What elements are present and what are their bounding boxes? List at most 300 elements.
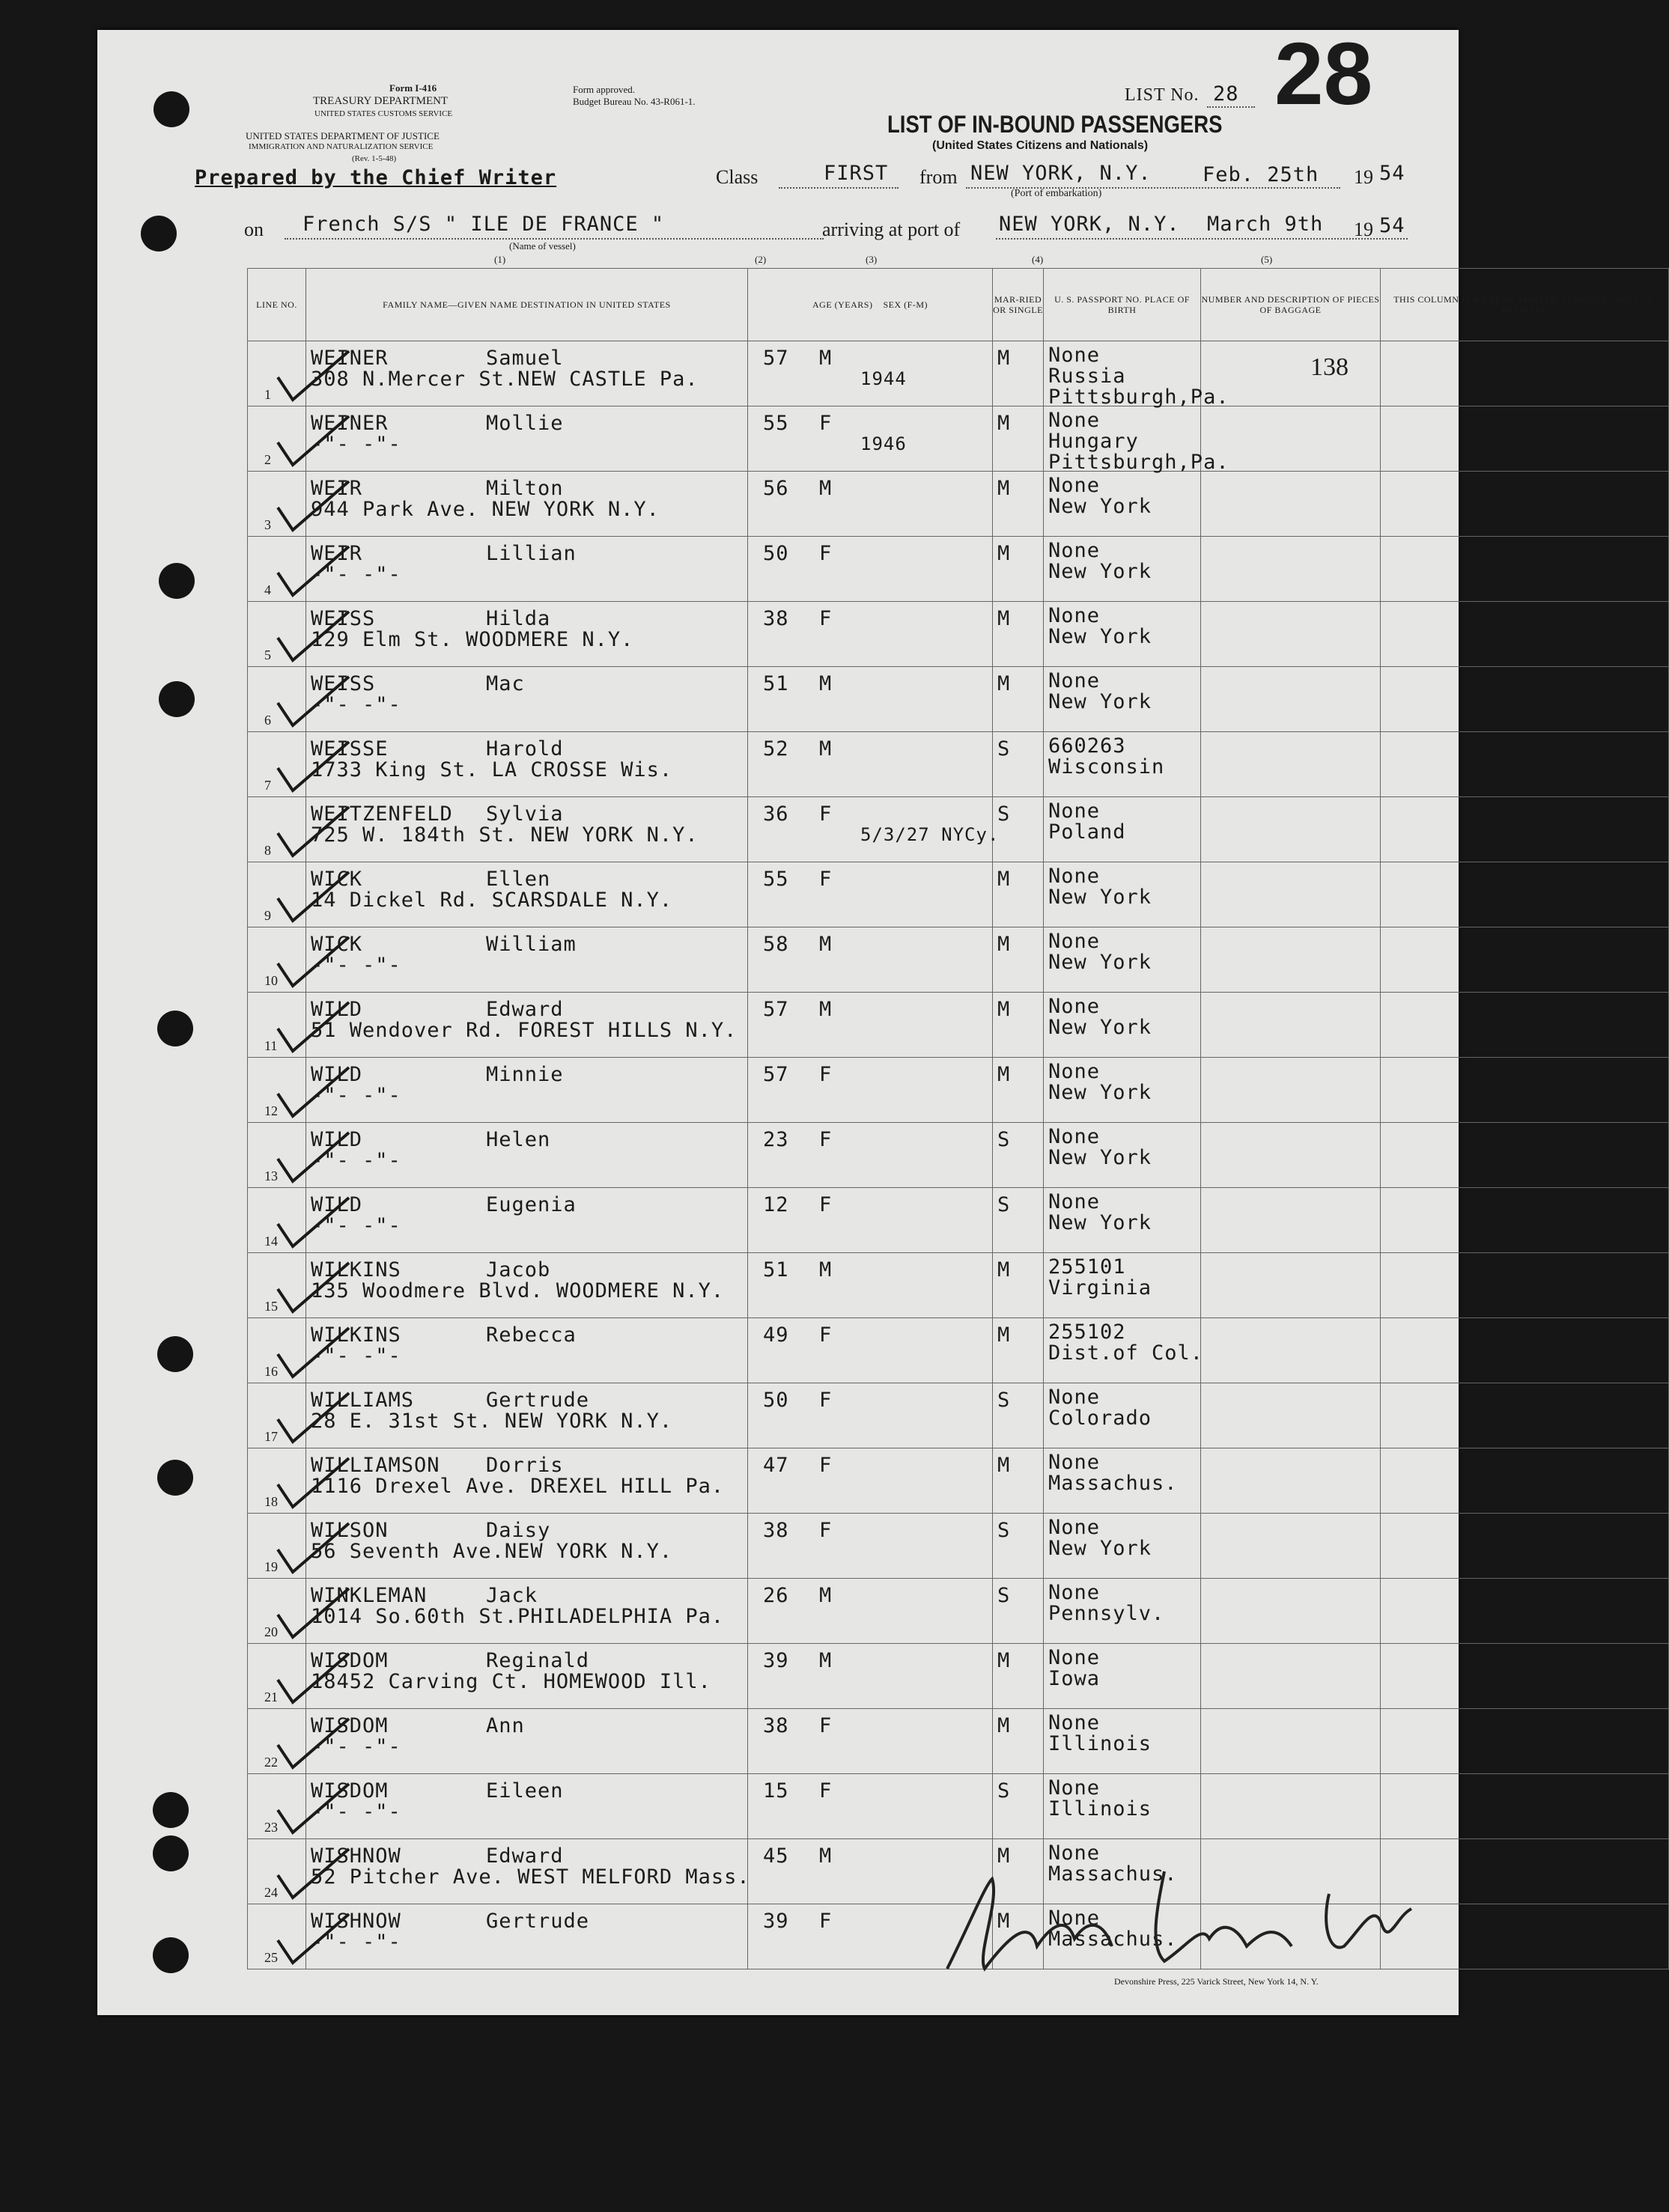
cell-officers [1381, 1709, 1669, 1774]
cell-baggage [1201, 1058, 1381, 1123]
vessel-name: French S/S " ILE DE FRANCE " [303, 213, 665, 236]
cell-passport [1044, 1644, 1201, 1709]
passenger-table [247, 268, 1669, 1969]
table-row [248, 1188, 1669, 1253]
cell-line [248, 1644, 306, 1709]
sex: F [819, 607, 833, 630]
cell-baggage [1201, 1383, 1381, 1448]
passport-number: 660263 [1048, 734, 1126, 758]
cell-name [306, 537, 748, 602]
class-rule [779, 187, 899, 189]
cell-passport [1044, 1448, 1201, 1514]
destination: 51 Wendover Rd. FOREST HILLS N.Y. [311, 1019, 738, 1042]
given-name: Edward [486, 998, 564, 1021]
passport-number: None [1048, 995, 1101, 1018]
marital-status: M [997, 477, 1011, 500]
embarkation-date: Feb. 25th [1203, 163, 1319, 186]
sex: M [819, 1258, 833, 1282]
embarkation-year: 54 [1379, 162, 1405, 185]
embarkation-year-prefix: 19 [1354, 166, 1373, 188]
age: 50 [763, 1389, 789, 1412]
family-name: WINKLEMAN [311, 1584, 428, 1607]
given-name: Gertrude [486, 1389, 590, 1412]
age: 51 [763, 672, 789, 695]
cell-passport [1044, 1318, 1204, 1383]
marital-status: M [997, 1910, 1011, 1933]
cell-baggage [1201, 862, 1381, 927]
family-name: WISDOM [311, 1779, 389, 1803]
passport-number: None [1048, 344, 1101, 367]
cell-name [306, 1058, 748, 1123]
cell-line [248, 667, 306, 732]
family-name: WEINER [311, 412, 389, 435]
naturalization-note: 1946 [860, 433, 907, 454]
cell-passport [1044, 667, 1201, 732]
birthplace: New York [1048, 560, 1152, 583]
sex: F [819, 1193, 833, 1216]
cell-passport [1044, 341, 1229, 409]
cell-name [306, 862, 748, 927]
marital-status: M [997, 1258, 1011, 1282]
line-number: 21 [264, 1690, 278, 1704]
family-name: WEISSE [311, 737, 389, 761]
given-name: Hilda [486, 607, 551, 630]
age: 57 [763, 998, 789, 1021]
cell-line [248, 1448, 306, 1514]
list-number-rule [1207, 106, 1255, 108]
embarkation-caption: (Port of embarkation) [1011, 188, 1102, 199]
table-row [248, 1644, 1669, 1709]
department-of-justice: UNITED STATES DEPARTMENT OF JUSTICE [246, 130, 440, 141]
form-revision: (Rev. 1-5-48) [352, 154, 397, 163]
arrival-port: NEW YORK, N.Y. [999, 213, 1180, 236]
cell-passport [1044, 602, 1201, 667]
line-number: 3 [264, 517, 271, 532]
table-row [248, 1253, 1669, 1318]
cell-agesex [748, 1318, 993, 1383]
sex: M [819, 1649, 833, 1672]
sex: F [819, 1454, 833, 1477]
cell-line [248, 341, 306, 406]
destination: -"- -"- [311, 563, 401, 586]
cell-officers [1381, 1579, 1669, 1644]
cell-agesex [748, 602, 993, 667]
cell-agesex [748, 1579, 993, 1644]
cell-ms [993, 1253, 1044, 1318]
cell-officers [1381, 1904, 1669, 1969]
header-passport: U. S. PASSPORT NO. PLACE OF BIRTH [1044, 269, 1201, 341]
marital-status: S [997, 1779, 1011, 1803]
given-name: Dorris [486, 1454, 564, 1477]
header-officers: THIS COLUMN FOR USE OF MASTER, SURGEON, AND U. S. OFFICERS [1381, 269, 1669, 341]
destination: -"- -"- [311, 433, 401, 456]
family-name: WEIR [311, 477, 363, 500]
cell-baggage [1201, 1774, 1381, 1839]
family-name: WILD [311, 1063, 363, 1086]
family-name: WEINER [311, 347, 389, 370]
cell-baggage [1201, 927, 1381, 993]
cell-officers [1381, 1383, 1669, 1448]
cell-officers [1381, 927, 1669, 993]
cell-baggage [1201, 537, 1381, 602]
cell-line [248, 862, 306, 927]
age: 39 [763, 1910, 789, 1933]
given-name: Ann [486, 1714, 525, 1737]
table-row [248, 927, 1669, 993]
cell-passport [1044, 1709, 1201, 1774]
line-number: 4 [264, 582, 271, 597]
cell-officers [1381, 1644, 1669, 1709]
age: 57 [763, 347, 789, 370]
age: 36 [763, 802, 789, 826]
family-name: WISHNOW [311, 1844, 401, 1868]
marital-status: M [997, 1323, 1011, 1347]
on-label: on [244, 219, 264, 240]
cell-passport [1044, 472, 1201, 537]
line-number: 14 [264, 1234, 278, 1249]
line-number: 24 [264, 1885, 278, 1900]
age: 38 [763, 1714, 789, 1737]
age: 15 [763, 1779, 789, 1803]
family-name: WISHNOW [311, 1910, 401, 1933]
cell-agesex [748, 1514, 993, 1579]
cell-ms [993, 732, 1044, 797]
cell-agesex [748, 1123, 993, 1188]
cell-passport [1044, 406, 1229, 474]
birthplace: New York [1048, 1081, 1152, 1104]
birthplace: Russia [1048, 365, 1126, 388]
cell-baggage [1201, 1514, 1381, 1579]
given-name: Helen [486, 1128, 551, 1151]
cell-line [248, 1839, 306, 1904]
cell-ms [993, 993, 1044, 1058]
cell-agesex [748, 927, 993, 993]
table-row [248, 406, 1669, 472]
binder-hole [153, 1835, 189, 1871]
header-age: AGE (YEARS) [812, 299, 873, 310]
marital-status: M [997, 412, 1011, 435]
cell-baggage [1201, 1448, 1381, 1514]
cell-name [306, 1904, 748, 1969]
table-row [248, 472, 1669, 537]
sex: M [819, 1844, 833, 1868]
cell-baggage [1201, 406, 1381, 472]
destination: 725 W. 184th St. NEW YORK N.Y. [311, 823, 699, 847]
family-name: WILKINS [311, 1323, 401, 1347]
destination: 129 Elm St. WOODMERE N.Y. [311, 628, 634, 651]
age: 55 [763, 868, 789, 891]
passport-number: None [1048, 604, 1101, 627]
destination: 18452 Carving Ct. HOMEWOOD Ill. [311, 1670, 711, 1693]
list-subtitle: (United States Citizens and Nationals) [932, 139, 1149, 152]
sex: M [819, 347, 833, 370]
page-number-stamp: 28 [1274, 25, 1373, 124]
cell-line [248, 927, 306, 993]
cell-passport [1044, 1123, 1201, 1188]
birthplace: Iowa [1048, 1667, 1101, 1690]
passport-number: None [1048, 1646, 1101, 1669]
cell-line [248, 1514, 306, 1579]
cell-ms [993, 1514, 1044, 1579]
passport-number: None [1048, 1841, 1101, 1865]
destination: 56 Seventh Ave.NEW YORK N.Y. [311, 1540, 673, 1563]
sex: M [819, 477, 833, 500]
binder-hole [157, 1336, 193, 1372]
passport-number: None [1048, 539, 1101, 562]
header-age-sex [748, 269, 993, 341]
cell-officers [1381, 993, 1669, 1058]
cell-name [306, 1839, 748, 1904]
birthplace: New York [1048, 886, 1152, 909]
cell-officers [1381, 602, 1669, 667]
line-number: 9 [264, 908, 271, 923]
cell-line [248, 602, 306, 667]
cell-line [248, 1188, 306, 1253]
table-row [248, 1709, 1669, 1774]
birthplace: Illinois [1048, 1732, 1152, 1755]
binder-hole [153, 1792, 189, 1828]
cell-officers [1381, 406, 1669, 472]
passport-number: None [1048, 1711, 1101, 1734]
birthplace: New York [1048, 951, 1152, 974]
family-name: WILSON [311, 1519, 389, 1542]
cell-agesex [748, 667, 993, 732]
line-number: 22 [264, 1755, 278, 1770]
cell-name [306, 1253, 748, 1318]
cell-officers [1381, 862, 1669, 927]
cell-baggage [1201, 1579, 1381, 1644]
binder-hole [153, 91, 189, 127]
line-number: 12 [264, 1103, 278, 1118]
cell-ms [993, 1123, 1044, 1188]
cell-name [306, 1383, 748, 1448]
vessel-rule [285, 238, 824, 240]
age: 23 [763, 1128, 789, 1151]
sex: F [819, 1779, 833, 1803]
line-number: 19 [264, 1559, 278, 1574]
cell-name [306, 1188, 748, 1253]
cell-line [248, 1058, 306, 1123]
line-number: 11 [264, 1038, 278, 1053]
cell-passport [1044, 1253, 1201, 1318]
line-number: 17 [264, 1429, 278, 1444]
column-number-3: (3) [866, 254, 878, 265]
budget-bureau: Budget Bureau No. 43-R061-1. [573, 96, 696, 107]
cell-ms [993, 1644, 1044, 1709]
family-name: WILD [311, 1193, 363, 1216]
marital-status: M [997, 1714, 1011, 1737]
birthplace: New York [1048, 625, 1152, 648]
cell-officers [1381, 667, 1669, 732]
given-name: Mac [486, 672, 525, 695]
binder-hole [157, 1011, 193, 1046]
marital-status: S [997, 802, 1011, 826]
immigration-service: IMMIGRATION AND NATURALIZATION SERVICE [249, 142, 434, 151]
sex: F [819, 1128, 833, 1151]
line-number: 10 [264, 973, 278, 988]
family-name: WISDOM [311, 1714, 389, 1737]
cell-officers [1381, 1839, 1669, 1904]
given-name: Edward [486, 1844, 564, 1868]
passport-number: 255102 [1048, 1320, 1126, 1344]
cell-agesex [748, 1188, 993, 1253]
cell-name [306, 667, 748, 732]
cell-ms [993, 341, 1044, 406]
family-name: WILKINS [311, 1258, 401, 1282]
cell-officers [1381, 1448, 1669, 1514]
cell-name [306, 1448, 748, 1514]
cell-officers [1381, 1123, 1669, 1188]
line-number: 7 [264, 778, 271, 793]
marital-status: M [997, 1454, 1011, 1477]
destination: 14 Dickel Rd. SCARSDALE N.Y. [311, 889, 673, 912]
cell-passport [1044, 732, 1201, 797]
cell-ms [993, 862, 1044, 927]
cell-ms [993, 472, 1044, 537]
birthplace: Virginia [1048, 1276, 1152, 1300]
cell-agesex [748, 1644, 993, 1709]
cell-agesex [748, 537, 993, 602]
arrival-year-prefix: 19 [1354, 219, 1373, 240]
destination: -"- -"- [311, 1735, 401, 1758]
cell-ms [993, 1709, 1044, 1774]
cell-agesex [748, 732, 993, 797]
birthplace: Massachus. [1048, 1472, 1178, 1495]
cell-ms [993, 1318, 1044, 1383]
cell-ms [993, 1188, 1044, 1253]
passport-number: None [1048, 669, 1101, 692]
cell-agesex [748, 1253, 993, 1318]
cell-name [306, 732, 748, 797]
column-number-2: (2) [755, 254, 767, 265]
cell-passport [1044, 1774, 1201, 1839]
cell-line [248, 1774, 306, 1839]
marital-status: S [997, 1128, 1011, 1151]
header-baggage: NUMBER AND DESCRIPTION OF PIECES OF BAGGAGE [1201, 269, 1381, 341]
cell-passport [1044, 927, 1201, 993]
embarkation-port: NEW YORK, N.Y. [970, 162, 1152, 185]
cell-officers [1381, 1318, 1669, 1383]
marital-status: M [997, 672, 1011, 695]
destination: -"- -"- [311, 1800, 401, 1823]
age: 38 [763, 607, 789, 630]
cell-baggage [1201, 472, 1381, 537]
class-label: Class [716, 166, 759, 188]
age: 55 [763, 412, 789, 435]
birthplace: New York [1048, 1016, 1152, 1039]
cell-baggage [1201, 993, 1381, 1058]
given-name: Jacob [486, 1258, 551, 1282]
table-row [248, 1514, 1669, 1579]
marital-status: M [997, 933, 1011, 956]
sex: M [819, 933, 833, 956]
given-name: Harold [486, 737, 564, 761]
destination: -"- -"- [311, 1931, 401, 1954]
passport-number: 255101 [1048, 1255, 1126, 1279]
family-name: WEIR [311, 542, 363, 565]
cell-line [248, 537, 306, 602]
residence: Pittsburgh,Pa. [1048, 451, 1229, 474]
arriving-label: arriving at port of [822, 219, 961, 240]
passport-number: None [1048, 1190, 1101, 1213]
cell-baggage [1201, 1123, 1381, 1188]
cell-baggage [1201, 1188, 1381, 1253]
given-name: Daisy [486, 1519, 551, 1542]
binder-hole [153, 1937, 189, 1973]
given-name: Rebecca [486, 1323, 577, 1347]
marital-status: M [997, 1844, 1011, 1868]
given-name: Milton [486, 477, 564, 500]
line-number: 15 [264, 1299, 278, 1314]
sex: F [819, 802, 833, 826]
naturalization-note: 1944 [860, 368, 907, 389]
cell-line [248, 1904, 306, 1969]
birthplace: New York [1048, 1537, 1152, 1560]
table-row [248, 1774, 1669, 1839]
naturalization-note: 5/3/27 NYCy. [860, 824, 1000, 845]
cell-line [248, 406, 306, 472]
cell-line [248, 1383, 306, 1448]
marital-status: M [997, 1063, 1011, 1086]
given-name: Reginald [486, 1649, 590, 1672]
cell-baggage [1201, 1709, 1381, 1774]
destination: 308 N.Mercer St.NEW CASTLE Pa. [311, 368, 699, 391]
marital-status: M [997, 1649, 1011, 1672]
cell-agesex [748, 862, 993, 927]
cell-ms [993, 927, 1044, 993]
line-number: 8 [264, 843, 271, 858]
treasury-department: TREASURY DEPARTMENT [313, 95, 449, 107]
destination: 1014 So.60th St.PHILADELPHIA Pa. [311, 1605, 725, 1628]
birthplace: Illinois [1048, 1797, 1152, 1821]
destination: -"- -"- [311, 1149, 401, 1172]
sex: F [819, 1714, 833, 1737]
passport-number: None [1048, 865, 1101, 888]
cell-ms [993, 537, 1044, 602]
line-number: 25 [264, 1950, 278, 1965]
line-number: 18 [264, 1494, 278, 1509]
cell-agesex [748, 993, 993, 1058]
birthplace: New York [1048, 495, 1152, 518]
age: 26 [763, 1584, 789, 1607]
passport-number: None [1048, 474, 1101, 497]
destination: 944 Park Ave. NEW YORK N.Y. [311, 498, 660, 521]
marital-status: M [997, 542, 1011, 565]
cell-agesex [748, 1058, 993, 1123]
cell-agesex [748, 472, 993, 537]
age: 45 [763, 1844, 789, 1868]
destination: 28 E. 31st St. NEW YORK N.Y. [311, 1410, 673, 1433]
arrival-year: 54 [1379, 214, 1405, 237]
birthplace: Massachus. [1048, 1862, 1178, 1886]
cell-ms [993, 1579, 1044, 1644]
family-name: WICK [311, 933, 363, 956]
binder-hole [157, 1460, 193, 1496]
printer-imprint: Devonshire Press, 225 Varick Street, New York 14, N. Y. [1114, 1976, 1319, 1987]
cell-officers [1381, 1058, 1669, 1123]
birthplace: New York [1048, 1146, 1152, 1169]
sex: F [819, 1063, 833, 1086]
cell-ms [993, 1058, 1044, 1123]
passport-number: None [1048, 1516, 1101, 1539]
cell-ms [993, 1774, 1044, 1839]
given-name: Eugenia [486, 1193, 577, 1216]
cell-agesex [748, 406, 993, 472]
cell-line [248, 797, 306, 862]
given-name: Jack [486, 1584, 538, 1607]
cell-ms [993, 797, 1044, 862]
cell-passport [1044, 537, 1201, 602]
